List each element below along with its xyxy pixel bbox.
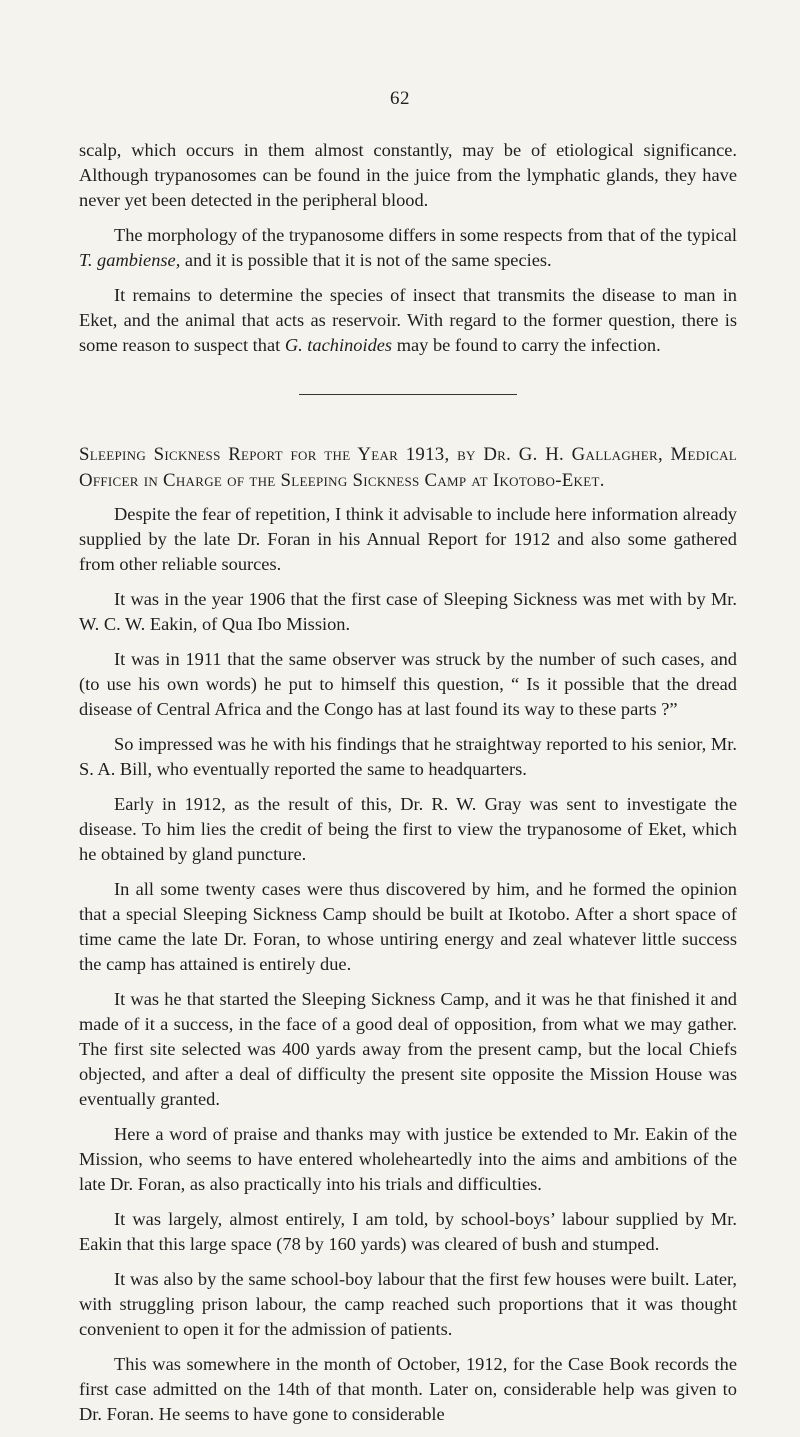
intro-paragraph-2-text-b: and it is possible that it is not of the same species. (180, 250, 552, 270)
species-name-tachinoides: G. tachinoides (284, 335, 393, 355)
report-paragraph: In all some twenty cases were thus discovered by him, and he formed the opinion that a special Sleeping Sickness Camp should be built at Ikotobo. After a short space of time came the late Dr. Foran, to whose untiring energy and zeal whatever little success the camp has attained is entirely due. (79, 879, 737, 974)
report-paragraph: It was largely, almost entirely, I am told, by school-boys’ labour supplied by Mr. Eakin that this large space (78 by 160 yards) was cleared of bush and stumped. (79, 1209, 737, 1254)
report-paragraph: Here a word of praise and thanks may with justice be extended to Mr. Eakin of the Mission, who seems to have entered wholeheartedly into the aims and ambitions of the late Dr. Foran, as also practically into his trials and difficulties. (79, 1124, 737, 1194)
page-number: 62 (390, 88, 410, 109)
report-heading: Sleeping Sickness Report for the Year 1913, by Dr. G. H. Gallagher, Medical Officer in Charge of the Sleeping Sickness Camp at Ikotobo-Eket. (79, 444, 737, 491)
text-block (79, 138, 737, 1437)
species-name-gambiense: T. gambiense, (79, 250, 181, 270)
intro-paragraph-3-text-b: may be found to carry the infection. (392, 335, 661, 355)
report-paragraph: It was in 1911 that the same observer was struck by the number of such cases, and (to use his own words) he put to himself this question, “ Is it possible that the dread disease of Central Africa and the Congo has at last found its way to these parts ?” (79, 649, 737, 719)
report-paragraph: Early in 1912, as the result of this, Dr. R. W. Gray was sent to investigate the disease. To him lies the credit of being the first to view the trypanosome of Eket, which he obtained by gland puncture. (79, 794, 737, 864)
report-paragraph: This was somewhere in the month of October, 1912, for the Case Book records the first case admitted on the 14th of that month. Later on, considerable help was given to Dr. Foran. He seems to have gone to considerable (79, 1354, 737, 1424)
report-paragraph: So impressed was he with his findings that he straightway reported to his senior, Mr. S. A. Bill, who eventually reported the same to headquarters. (79, 734, 737, 779)
report-paragraph: Despite the fear of repetition, I think it advisable to include here information already supplied by the late Dr. Foran in his Annual Report for 1912 and also some gathered from other reliable sources. (79, 504, 737, 574)
intro-paragraph-2 (79, 223, 737, 273)
report-paragraph: It was also by the same school-boy labour that the first few houses were built. Later, with struggling prison labour, the camp reached such proportions that it was thought convenient to open it for the admission of patients. (79, 1269, 737, 1339)
intro-paragraph-1: scalp, which occurs in them almost constantly, may be of etiological significance. Although trypanosomes can be found in the juice from the lymphatic glands, they have never yet been detected in the peripheral blood. (79, 140, 737, 210)
intro-paragraph-2-text-a: The morphology of the trypanosome differs in some respects from that of the typical (114, 225, 737, 245)
report-paragraph: It was he that started the Sleeping Sickness Camp, and it was he that finished it and made of it a success, in the face of a good deal of opposition, from what we may gather. The first site selected was 400 yards away from the present camp, but the local Chiefs objected, and after a deal of difficulty the present site opposite the Mission House was eventually granted. (79, 989, 737, 1109)
report-paragraph: It was in the year 1906 that the first case of Sleeping Sickness was met with by Mr. W. C. W. Eakin, of Qua Ibo Mission. (79, 589, 737, 634)
intro-paragraph-3-text-a: It remains to determine the species of insect that transmits the disease to man in Eket, and the animal that acts as reservoir. With regard to the former question, there is some reason to suspect that (79, 285, 737, 355)
intro-paragraph-3 (79, 283, 737, 358)
section-divider (299, 394, 517, 395)
